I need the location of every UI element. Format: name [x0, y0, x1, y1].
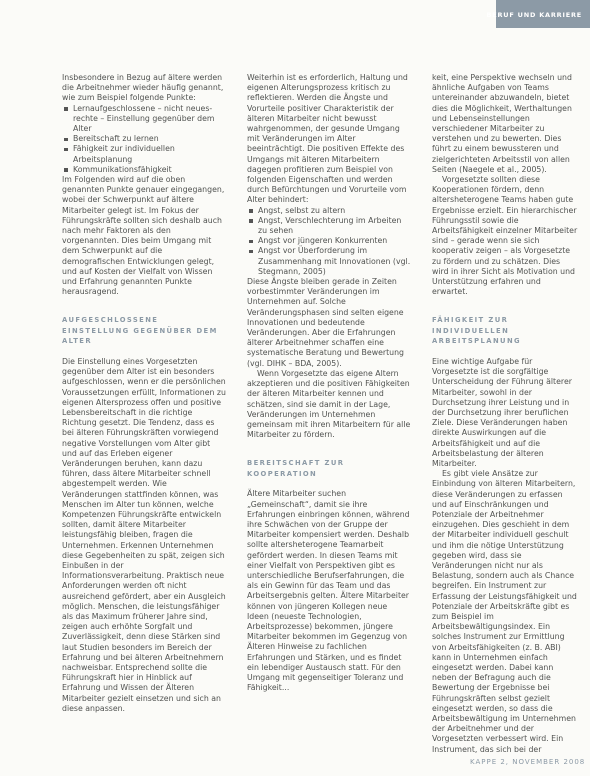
- page-footer: [470, 758, 586, 766]
- paragraph: Wenn Vorgesetzte das eigene Altern akzeptieren und die positiven Fähigkeiten der älteren Mitarbeiter kennen und schätzen, sind sie damit in der Lage, Veränderungen im Unternehmen gemeinsam mit ihren Mitarbeitern für alle Mitarbeiter zu fördern.: [247, 368, 411, 440]
- paragraph: Diese Ängste bleiben gerade in Zeiten vorbestimmter Veränderungen im Unternehmen auf. Solche Veränderungsphasen sind selten eigene Innovationen und bedeutende Veränderungen. Aber die Erfahrungen älterer Arbeitnehmer schaffen eine systematische Beratung und Bewertung (vgl. DIHK – BDA, 2005).: [247, 277, 404, 368]
- bullet-item: Bereitschaft zu lernen: [62, 134, 226, 144]
- bullet-item: Angst, selbst zu altern: [247, 206, 411, 216]
- paragraph: Vorgesetzte sollten diese Kooperationen fördern, denn altersheterogene Teams haben gute Ergebnisse erzielt. Ein hierarchischer Führungsstil sowie die Arbeitsfähigkeit einzelner Mitarbeiter sind – gerade wenn sie sich kooperativ zeigen – als Vorgesetzte zu fördern und zu schätzen. Dies wird in ihrer Sicht als Motivation und Unterstützung erfahren und erwartet.: [432, 175, 578, 297]
- text-column-1: [62, 73, 226, 753]
- bullet-item: Lernaufgeschlossene – nicht neues-rechte – Einstellung gegenüber dem Alter: [62, 104, 226, 135]
- issue-label: KAPPE 2, NOVEMBER 2008: [470, 758, 586, 766]
- paragraph: Es gibt viele Ansätze zur Einbindung von älteren Mitarbeitern, diese Veränderungen zu erfassen und auf Einschränkungen und Potenziale der Arbeitnehmer einzugehen. Dies geschieht in dem der Mitarbeiter individuell geschult und ihm die nötige Unterstützung gegeben wird, dass sie Veränderungen nicht nur als Belastung, sondern auch als Chance begreifen. Ein Instrument zur Erfassung der Leistungsfähigkeit und Potenziale der Arbeitskräfte gibt es zum Beispiel im Arbeitsbewältigungsindex. Ein solches Instrument zur Ermittlung von Arbeitsfähigkeiten (z. B. ABI) kann in Unternehmen einfach eingesetzt werden. Dabei kann neben der Befragung auch die Bewertung der Ergebnisse bei Führungskräften selbst gezielt eingesetzt werden, so dass die Arbeitsbewältigung im Unternehmen der Arbeitnehmer und der Vorgesetzten verbessert wird. Ein Instrument, das sich bei der: [432, 469, 577, 753]
- text-column-2: [247, 73, 411, 753]
- bullet-item: Kommunikationsfähigkeit: [62, 165, 226, 175]
- paragraph: Im Folgenden wird auf die oben genannten Punkte genauer eingegangen, wobei der Schwerpunkt auf ältere Mitarbeiter gelegt ist. Im Fokus der Führungskräfte sollten sich deshalb auch nach mehr Faktoren als den vorgenannten. Dies beim Umgang mit dem Schwerpunkt auf die demografischen Entwicklungen gelegt, und auf Kosten der Vielfalt von Wissen und Erfahrung genannten Punkte herausragend.: [62, 175, 225, 297]
- paragraph: Insbesondere in Bezug auf ältere werden die Arbeitnehmer wieder häufig genannt, wie zum Beispiel folgende Punkte:: [62, 73, 224, 103]
- paragraph: Eine wichtige Aufgabe für Vorgesetzte ist die sorgfältige Unterscheidung der Führung älterer Mitarbeiter, sowohl in der Durchsetzung ihrer Leistung und in der Durchsetzung ihrer beruflichen Ziele. Diese Veränderungen haben direkte Auswirkungen auf die Arbeitsfähigkeit und auf die Arbeitsbelastung der älteren Mitarbeiter.: [432, 356, 572, 468]
- paragraph: Weiterhin ist es erforderlich, Haltung und eigenen Alterungsprozess kritisch zu reflektieren. Werden die Ängste und Vorurteile positiver Charakteristik der älteren Mitarbeiter nicht bewusst wahrgenommen, der gesunde Umgang mit Veränderungen im Alter beeinträchtigt. Die positiven Effekte des Umgangs mit älteren Mitarbeitern dagegen profitieren zum Beispiel von folgenden Eigenschaften und werden durch Befürchtungen und Vorurteile vom Alter behindert:: [247, 73, 408, 205]
- section-header-band: [486, 0, 590, 28]
- bullet-item: Angst, Verschlechterung im Arbeiten zu sehen: [247, 216, 411, 236]
- section-title: BERUF UND KARRIERE: [486, 11, 582, 19]
- paragraph: keit, eine Perspektive wechseln und ähnliche Aufgaben von Teams untereinander abzuwandeln, bietet dies die Möglichkeit, Werthaltungen und Lebenseinstellungen verschiedener Mitarbeiter zu verstehen und zu bewerten. Dies führt zu einem bewussteren und zielgerichteten Arbeitsstil von allen Seiten (Naegele et al., 2005).: [432, 73, 572, 174]
- bullet-item: Fähigkeit zur individuellen Arbeitsplanung: [62, 144, 226, 164]
- paragraph: Die Einstellung eines Vorgesetzten gegenüber dem Alter ist ein besonders aufgeschlossen, wenn er die persönlichen Voraussetzungen erfüllt, Informationen zu eigenen Altersprozess offen und positive Lebensbereitschaft in die richtige Richtung gesetzt. Die Tendenz, dass es bei älteren Führungskräften vorwiegend negative Vorstellungen vom Alter gibt und auf das Erleben eigener Veränderungen beruhen, kann dazu führen, dass ältere Mitarbeiter schnell abgestempelt werden. Wie Veränderungen stattfinden können, was Menschen im Alter tun können, welche Kompetenzen Führungskräfte entwickeln sollten, damit ältere Mitarbeiter leistungsfähig bleiben, fragen die Unternehmen. Erkennen Unternehmen diese Gegebenheiten zu spät, zeigen sich Einbußen in der Informationsverarbeitung. Praktisch neue Anforderungen werden oft nicht ausreichend gefördert, aber ein Ausgleich möglich. Menschen, die leistungsfähiger als das Maximum früherer Jahre sind, zeigen auch erhöhte Sorgfalt und Zuverlässigkeit, denn diese Stärken sind laut Studien besonders im Bereich der Erfahrung und bei älteren Arbeitnehmern nachweisbar. Entsprechend sollte die Führungskraft hier in Hinblick auf Erfahrung und Wissen der Älteren Mitarbeiter gezielt einsetzen und sich an diese anpassen.: [62, 356, 226, 713]
- section-heading: FÄHIGKEIT ZUR INDIVIDUELLEN ARBEITSPLANUNG: [432, 316, 522, 346]
- section-heading: BEREITSCHAFT ZUR KOOPERATION: [247, 459, 345, 478]
- paragraph: Ältere Mitarbeiter suchen „Gemeinschaft“, damit sie ihre Erfahrungen einbringen können, während ihre Schwächen von der Gruppe der Mitarbeiter kompensiert werden. Deshalb sollte altersheterogene Teamarbeit gefördert werden. In diesen Teams mit einer Vielfalt von Perspektiven gibt es unterschiedliche Berufserfahrungen, die als ein Gewinn für das Team und das Arbeitsergebnis gelten. Ältere Mitarbeiter können von jüngeren Kollegen neue Ideen (neueste Technologien, Arbeitsprozesse) bekommen, jüngere Mitarbeiter bekommen im Gegenzug von Älteren Hinweise zu fachlichen Erfahrungen und Stärken, und es findet ein lebendiger Austausch statt. Für den Umgang mit gegenseitiger Toleranz und Fähigkeit...: [247, 489, 410, 693]
- text-column-3: [432, 73, 578, 753]
- bullet-item: Angst vor Überforderung im Zusammenhang mit Innovationen (vgl. Stegmann, 2005): [247, 246, 411, 277]
- bullet-item: Angst vor jüngeren Konkurrenten: [247, 236, 411, 246]
- section-heading: AUFGESCHLOSSENE EINSTELLUNG GEGENÜBER DEM ALTER: [62, 316, 218, 346]
